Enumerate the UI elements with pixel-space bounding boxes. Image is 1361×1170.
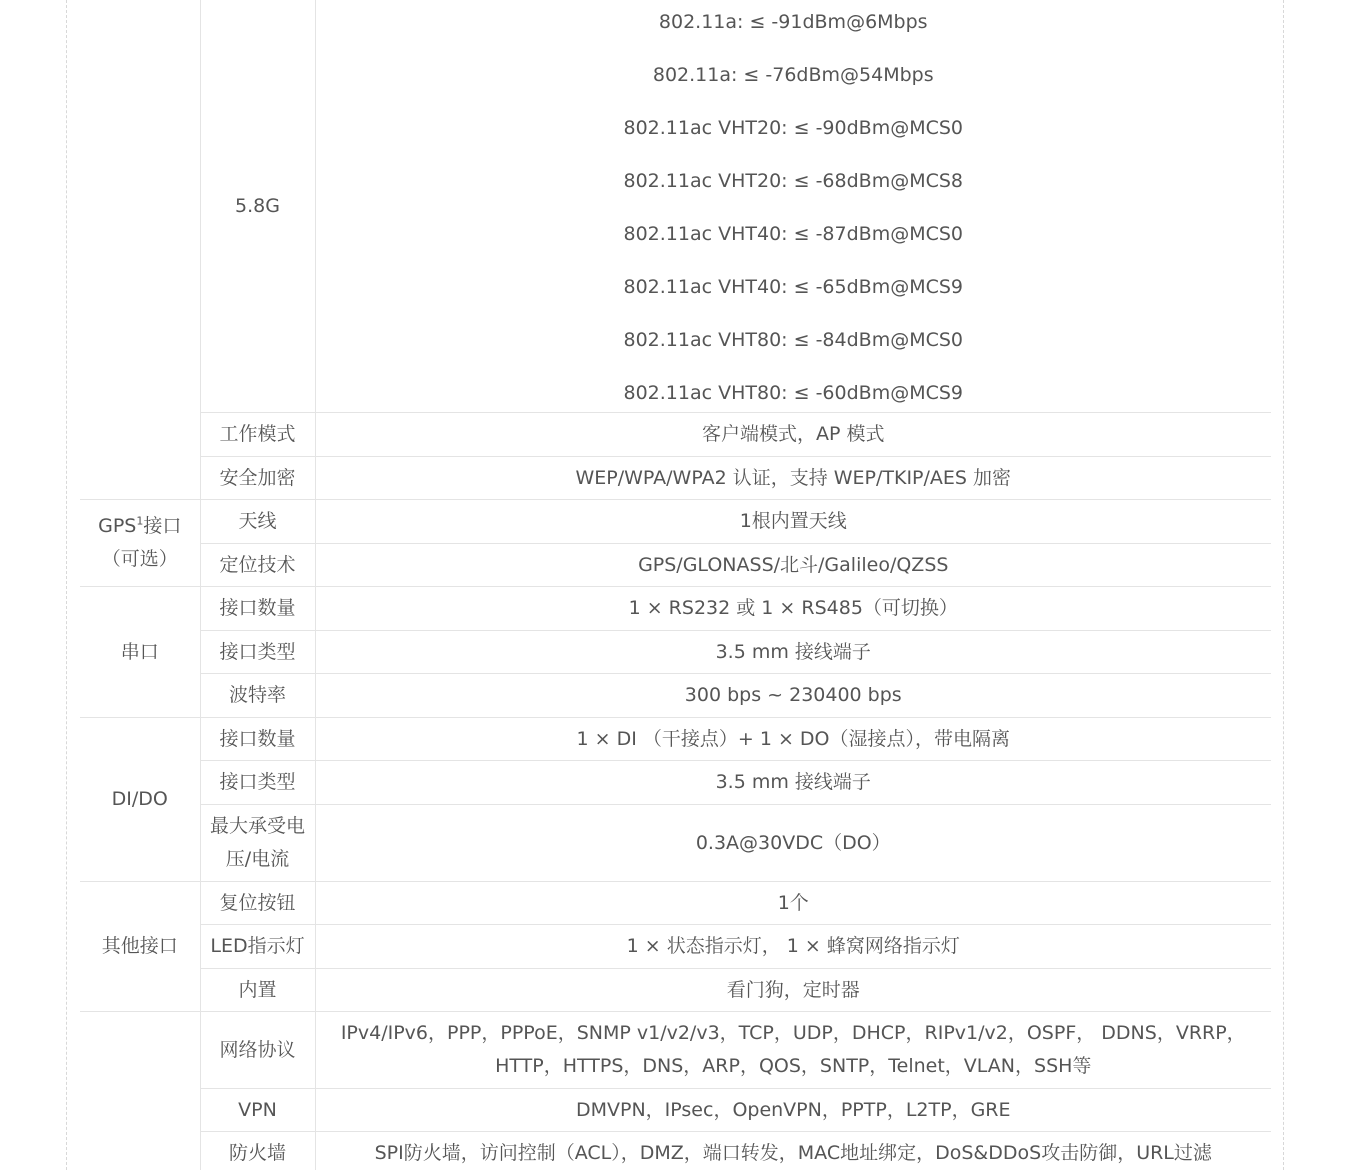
table-row — [80, 925, 1271, 969]
row-value: 3.5 mm 接线端子 — [315, 631, 1271, 674]
list-item: 802.11ac VHT40: ≤ -65dBm@MCS9 — [623, 276, 964, 298]
list-item: 802.11ac VHT80: ≤ -84dBm@MCS0 — [623, 329, 964, 351]
list-item: 802.11ac VHT80: ≤ -60dBm@MCS9 — [623, 382, 964, 404]
table-row — [80, 718, 1271, 761]
row-label: VPN — [200, 1089, 315, 1132]
sensitivity-list — [315, 0, 1271, 413]
row-label: 内置 — [200, 969, 315, 1012]
row-value: 1 × 状态指示灯， 1 × 蜂窝网络指示灯 — [315, 925, 1271, 969]
table-row — [80, 969, 1271, 1012]
row-value: 1 × RS232 或 1 × RS485（可切换） — [315, 587, 1271, 631]
row-label: 最大承受电 压/电流 — [200, 805, 315, 882]
row-value: WEP/WPA/WPA2 认证，支持 WEP/TKIP/AES 加密 — [315, 457, 1271, 500]
row-label: LED指示灯 — [200, 925, 315, 969]
category-cell-gps — [80, 500, 200, 587]
list-item: 802.11ac VHT40: ≤ -87dBm@MCS0 — [623, 223, 964, 245]
row-label: 复位按钮 — [200, 882, 315, 925]
table-row — [80, 674, 1271, 718]
row-label: 定位技术 — [200, 544, 315, 587]
table-row — [80, 544, 1271, 587]
table-row — [80, 413, 1271, 457]
category-cell-software — [80, 1012, 200, 1170]
spec-table — [80, 0, 1271, 1170]
row-label: 安全加密 — [200, 457, 315, 500]
row-value: DMVPN，IPsec，OpenVPN，PPTP，L2TP，GRE — [315, 1089, 1271, 1132]
row-label: 接口类型 — [200, 631, 315, 674]
row-value: GPS/GLONASS/北斗/Galileo/QZSS — [315, 544, 1271, 587]
row-value: 1个 — [315, 882, 1271, 925]
table-row — [80, 1132, 1271, 1170]
table-row — [80, 500, 1271, 544]
row-value: 客户端模式，AP 模式 — [315, 413, 1271, 457]
row-value: SPI防火墙，访问控制（ACL），DMZ，端口转发，MAC地址绑定，DoS&DDoS攻击防御，URL过滤 — [374, 1142, 1212, 1165]
row-value: 0.3A@30VDC（DO） — [315, 805, 1271, 882]
category-cell-other: 其他接口 — [80, 882, 200, 1012]
row-label: 接口类型 — [200, 761, 315, 805]
row-value: 3.5 mm 接线端子 — [315, 761, 1271, 805]
table-row — [80, 1012, 1271, 1089]
list-item: 802.11a: ≤ -91dBm@6Mbps — [658, 11, 928, 33]
table-row — [80, 0, 1271, 413]
row-value: 1根内置天线 — [315, 500, 1271, 544]
list-item: 802.11a: ≤ -76dBm@54Mbps — [652, 64, 934, 86]
table-row — [80, 587, 1271, 631]
table-row — [80, 805, 1271, 882]
list-item: 802.11ac VHT20: ≤ -68dBm@MCS8 — [623, 170, 964, 192]
row-value: 300 bps ~ 230400 bps — [315, 674, 1271, 718]
category-cell-serial: 串口 — [80, 587, 200, 718]
row-label: 网络协议 — [200, 1012, 315, 1089]
table-row — [80, 457, 1271, 500]
row-label: 接口数量 — [200, 587, 315, 631]
table-row — [80, 631, 1271, 674]
row-label: 5.8G — [200, 0, 315, 413]
list-item: 802.11ac VHT20: ≤ -90dBm@MCS0 — [623, 117, 964, 139]
row-label: 接口数量 — [200, 718, 315, 761]
row-value: 1 × DI （干接点）+ 1 × DO（湿接点），带电隔离 — [315, 718, 1271, 761]
table-row — [80, 761, 1271, 805]
table-row — [80, 882, 1271, 925]
category-cell-dido: DI/DO — [80, 718, 200, 882]
table-row — [80, 1089, 1271, 1132]
row-label: 工作模式 — [200, 413, 315, 457]
row-value: IPv4/IPv6，PPP，PPPoE，SNMP v1/v2/v3，TCP，UDP，DHCP，RIPv1/v2，OSPF， DDNS，VRRP， HTTP，HTTPS，DNS，ARP，QOS，SNTP，Telnet，VLAN，SSH等 — [315, 1012, 1271, 1089]
row-label: 防火墙 — [200, 1132, 315, 1170]
row-label: 天线 — [200, 500, 315, 544]
category-label: GPS$^1$接口 — [98, 514, 182, 537]
category-cell-wifi — [80, 0, 200, 500]
category-label-note: （可选） — [101, 548, 178, 570]
row-label: 波特率 — [200, 674, 315, 718]
row-value: 看门狗，定时器 — [315, 969, 1271, 1012]
